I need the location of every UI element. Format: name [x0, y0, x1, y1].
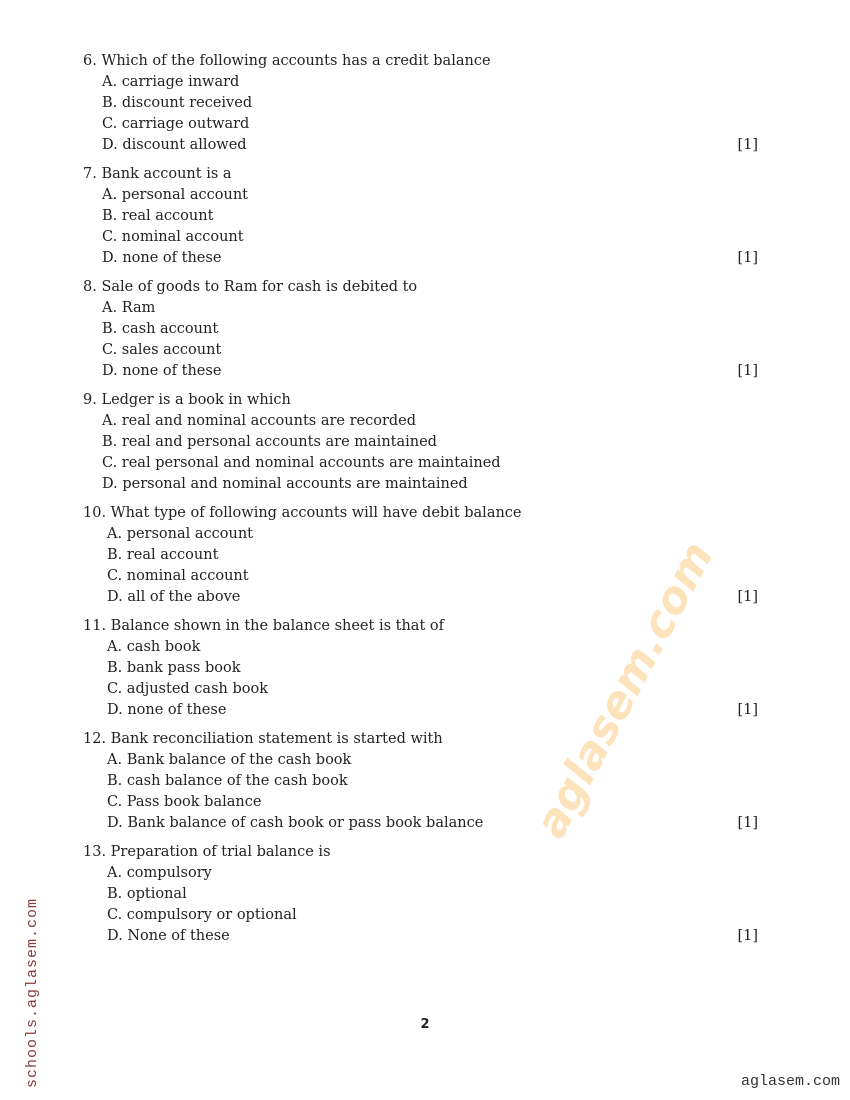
answer-option: C. Pass book balance [107, 794, 262, 810]
answer-option: C. nominal account [102, 229, 244, 245]
answer-option: B. optional [107, 886, 187, 902]
marks-label: [1] [737, 250, 758, 266]
question-item [83, 616, 763, 721]
marks-label: [1] [737, 589, 758, 605]
answer-option: A. cash book [107, 639, 201, 655]
answer-option: A. Bank balance of the cash book [107, 752, 352, 768]
answer-option: D. none of these [102, 363, 222, 379]
answer-option: B. cash balance of the cash book [107, 773, 348, 789]
watermark: aglasem.com [525, 533, 724, 846]
answer-option: D. discount allowed [102, 137, 247, 153]
answer-option: A. real and nominal accounts are recorded [102, 413, 417, 429]
answer-option: C. adjusted cash book [107, 681, 268, 697]
marks-label: [1] [737, 363, 758, 379]
answer-option: B. real account [107, 547, 219, 563]
footer-site-text: aglasem.com [740, 1073, 840, 1090]
answer-option: C. carriage outward [102, 116, 250, 132]
answer-option: A. compulsory [107, 865, 212, 881]
question-stem: 7. Bank account is a [83, 166, 232, 182]
marks-label: [1] [737, 702, 758, 718]
answer-option: B. real and personal accounts are maintained [102, 434, 437, 450]
answer-option: C. sales account [102, 342, 222, 358]
answer-option: D. none of these [102, 250, 222, 266]
answer-option: B. cash account [102, 321, 219, 337]
question-stem: 10. What type of following accounts will have debit balance [83, 505, 522, 521]
question-item [83, 390, 763, 495]
answer-option: D. all of the above [107, 589, 241, 605]
answer-option: C. real personal and nominal accounts are maintained [102, 455, 501, 471]
side-watermark-text: schools.aglasem.com [24, 897, 41, 1088]
page-number: 2 [420, 1017, 430, 1032]
question-item [83, 164, 763, 269]
question-item [83, 503, 763, 608]
answer-option: C. compulsory or optional [107, 907, 297, 923]
question-stem: 8. Sale of goods to Ram for cash is debited to [83, 279, 418, 295]
question-item [83, 842, 763, 947]
answer-option: D. None of these [107, 928, 230, 944]
marks-label: [1] [737, 928, 758, 944]
answer-option: A. carriage inward [102, 74, 240, 90]
marks-label: [1] [737, 815, 758, 831]
answer-option: D. personal and nominal accounts are maintained [102, 476, 468, 492]
answer-option: D. Bank balance of cash book or pass book balance [107, 815, 484, 831]
question-stem: 9. Ledger is a book in which [83, 392, 291, 408]
answer-option: D. none of these [107, 702, 227, 718]
question-stem: 13. Preparation of trial balance is [83, 844, 331, 860]
question-item [83, 51, 763, 156]
answer-option: B. discount received [102, 95, 253, 111]
answer-option: C. nominal account [107, 568, 249, 584]
answer-option: A. Ram [102, 300, 156, 316]
marks-label: [1] [737, 137, 758, 153]
question-stem: 6. Which of the following accounts has a credit balance [83, 53, 491, 69]
answer-option: A. personal account [102, 187, 249, 203]
question-item [83, 729, 763, 834]
answer-option: B. real account [102, 208, 214, 224]
answer-option: A. personal account [107, 526, 254, 542]
question-stem: 12. Bank reconciliation statement is started with [83, 731, 443, 747]
question-list [83, 51, 763, 955]
question-stem: 11. Balance shown in the balance sheet is that of [83, 618, 444, 634]
question-item [83, 277, 763, 382]
answer-option: B. bank pass book [107, 660, 241, 676]
